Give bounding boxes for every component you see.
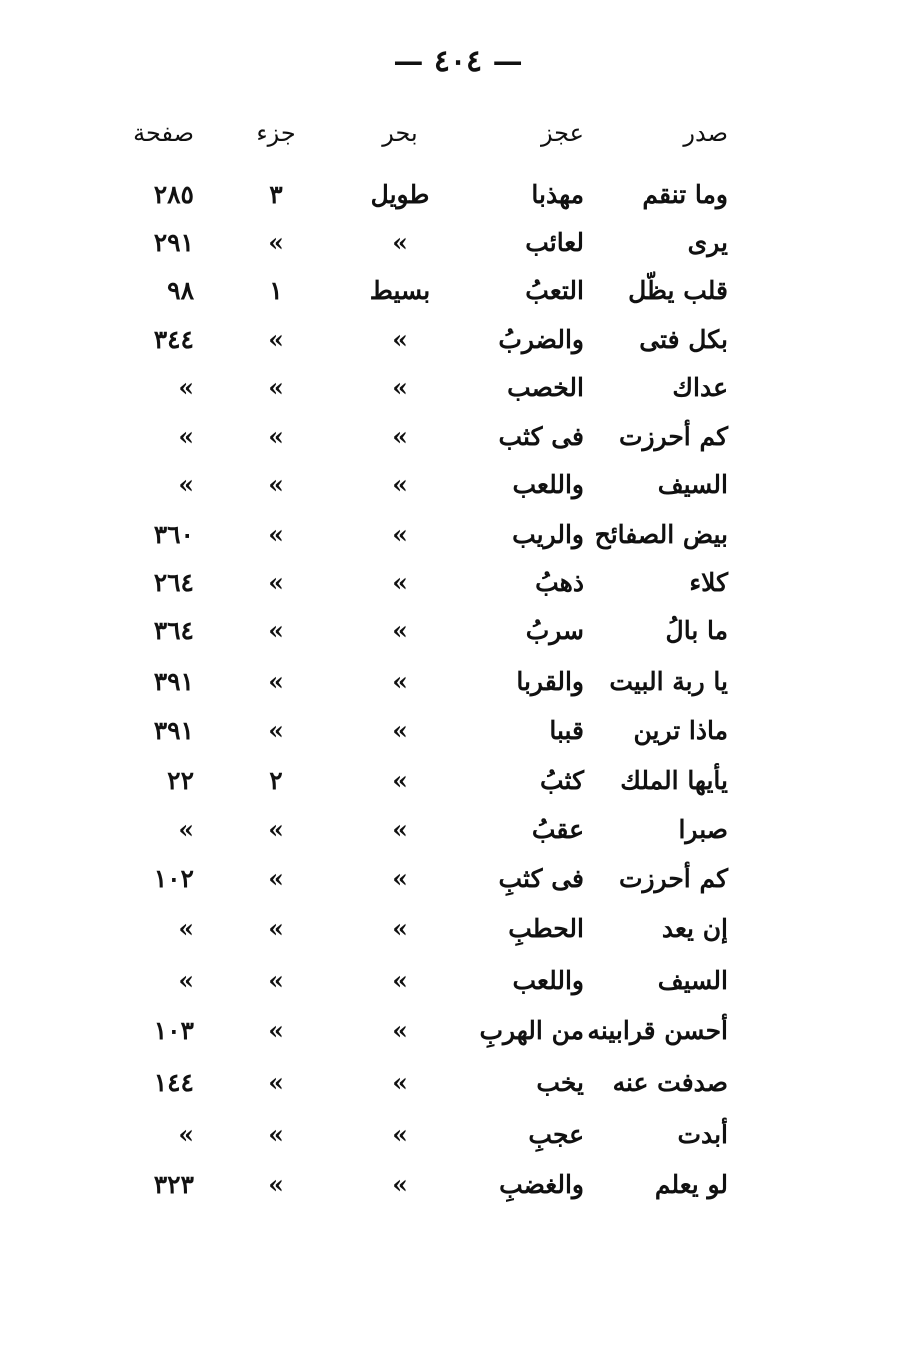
cell-juz: » (268, 1016, 284, 1045)
cell-bahr: » (392, 373, 408, 402)
cell-juz: » (268, 667, 284, 696)
cell-juz: » (268, 1068, 284, 1097)
cell-safha: ٣٦٤ (153, 616, 194, 645)
cell-safha: » (178, 966, 194, 995)
cell-bahr: » (392, 766, 408, 795)
cell-sadr: وما تنقم (642, 180, 728, 209)
cell-sadr: كم أحرزت (618, 864, 728, 893)
header-sadr: صدر (683, 119, 728, 147)
table-row (0, 716, 916, 756)
cell-safha: ٢٨٥ (153, 180, 194, 209)
table-row (0, 766, 916, 806)
cell-safha: » (178, 815, 194, 844)
cell-safha: ٢٦٤ (153, 568, 194, 597)
page-number: — ٤٠٤ — (393, 44, 523, 79)
table-row (0, 520, 916, 560)
cell-ajz: الحطبِ (508, 914, 584, 943)
cell-ajz: واللعب (512, 470, 584, 499)
cell-sadr: كم أحرزت (618, 422, 728, 451)
cell-juz: » (268, 1170, 284, 1199)
cell-bahr: » (392, 1016, 408, 1045)
cell-safha: ٣٢٣ (153, 1170, 194, 1199)
header-bahr: بحر (382, 119, 418, 147)
table-row (0, 815, 916, 855)
cell-sadr: السيف (657, 966, 728, 995)
cell-bahr: » (392, 815, 408, 844)
cell-safha: ٣٤٤ (153, 325, 194, 354)
cell-juz: » (268, 914, 284, 943)
cell-sadr: يرى (687, 228, 728, 257)
table-header-row (0, 118, 916, 158)
cell-safha: ٣٩١ (153, 716, 194, 745)
cell-juz: » (268, 228, 284, 257)
cell-ajz: والقربا (516, 667, 584, 696)
cell-ajz: فى كثبِ (498, 864, 584, 893)
table-row (0, 1120, 916, 1160)
cell-safha: ١٤٤ (153, 1068, 194, 1097)
table-row (0, 568, 916, 608)
cell-ajz: سربُ (525, 616, 584, 645)
cell-sadr: بيض الصفائح (594, 520, 728, 549)
cell-juz: » (268, 568, 284, 597)
cell-juz: » (268, 616, 284, 645)
cell-juz: » (268, 815, 284, 844)
cell-safha: » (178, 1120, 194, 1149)
cell-safha: ٢٢ (167, 766, 194, 795)
cell-juz: » (268, 325, 284, 354)
cell-sadr: ما بالُ (665, 616, 728, 645)
cell-ajz: والريب (512, 520, 584, 549)
cell-sadr: يأيها الملك (620, 766, 728, 795)
cell-safha: » (178, 373, 194, 402)
cell-safha: ١٠٢ (153, 864, 194, 893)
cell-safha: ١٠٣ (153, 1016, 194, 1045)
cell-sadr: يا ربة البيت (609, 667, 728, 696)
cell-bahr: » (392, 520, 408, 549)
table-row (0, 276, 916, 316)
cell-juz: ٣ (269, 180, 283, 209)
table-row (0, 667, 916, 707)
cell-safha: ٩٨ (167, 276, 194, 305)
cell-safha: » (178, 422, 194, 451)
cell-sadr: بكل فتى (639, 325, 728, 354)
cell-sadr: ماذا ترين (633, 716, 728, 745)
table-row (0, 470, 916, 510)
table-row (0, 373, 916, 413)
cell-juz: ٢ (269, 766, 283, 795)
cell-sadr: قلب يظّل (628, 276, 728, 305)
cell-juz: » (268, 864, 284, 893)
cell-safha: » (178, 914, 194, 943)
table-row (0, 1068, 916, 1108)
cell-safha: ٣٩١ (153, 667, 194, 696)
table-row (0, 1170, 916, 1210)
header-safha: صفحة (133, 119, 194, 147)
table-row (0, 325, 916, 365)
cell-juz: » (268, 470, 284, 499)
cell-sadr: كلاء (689, 568, 728, 597)
cell-ajz: واللعب (512, 966, 584, 995)
cell-ajz: الخصب (507, 373, 584, 402)
cell-ajz: من الهربِ (479, 1016, 584, 1045)
cell-safha: ٣٦٠ (153, 520, 194, 549)
cell-bahr: » (392, 914, 408, 943)
cell-juz: » (268, 520, 284, 549)
cell-bahr: » (392, 470, 408, 499)
cell-ajz: قببا (549, 716, 584, 745)
cell-bahr: بسيط (369, 276, 431, 305)
cell-safha: ٢٩١ (153, 228, 194, 257)
cell-bahr: » (392, 667, 408, 696)
cell-ajz: يخب (536, 1068, 584, 1097)
cell-bahr: طويل (370, 180, 430, 209)
cell-sadr: أحسن قرابينه (587, 1016, 728, 1045)
cell-sadr: عداك (672, 373, 728, 402)
cell-sadr: صبرا (678, 815, 728, 844)
cell-bahr: » (392, 325, 408, 354)
cell-ajz: فى كثب (498, 422, 584, 451)
cell-bahr: » (392, 422, 408, 451)
cell-juz: » (268, 422, 284, 451)
table-row (0, 966, 916, 1006)
header-juz: جزء (256, 119, 296, 147)
cell-ajz: كثبُ (540, 766, 584, 795)
cell-ajz: مهذبا (531, 180, 584, 209)
cell-juz: ١ (269, 276, 283, 305)
table-row (0, 616, 916, 656)
cell-ajz: عقبُ (531, 815, 584, 844)
cell-ajz: والضربُ (498, 325, 584, 354)
cell-sadr: لو يعلم (654, 1170, 728, 1199)
table-row (0, 228, 916, 268)
table-row (0, 1016, 916, 1056)
cell-juz: » (268, 373, 284, 402)
cell-sadr: إن يعد (661, 914, 728, 943)
cell-juz: » (268, 1120, 284, 1149)
cell-bahr: » (392, 616, 408, 645)
cell-bahr: » (392, 1170, 408, 1199)
cell-sadr: السيف (657, 470, 728, 499)
cell-sadr: صدفت عنه (612, 1068, 728, 1097)
cell-juz: » (268, 966, 284, 995)
cell-sadr: أبدت (677, 1120, 728, 1149)
cell-bahr: » (392, 228, 408, 257)
table-row (0, 864, 916, 904)
cell-safha: » (178, 470, 194, 499)
cell-ajz: عجبِ (528, 1120, 584, 1149)
cell-bahr: » (392, 966, 408, 995)
cell-bahr: » (392, 568, 408, 597)
cell-juz: » (268, 716, 284, 745)
cell-bahr: » (392, 864, 408, 893)
cell-bahr: » (392, 716, 408, 745)
table-row (0, 180, 916, 220)
header-ajz: عجز (540, 119, 584, 147)
cell-ajz: والغضبِ (499, 1170, 584, 1199)
table-row (0, 914, 916, 954)
cell-ajz: التعبُ (525, 276, 584, 305)
cell-ajz: لعائب (525, 228, 584, 257)
cell-ajz: ذهبُ (535, 568, 584, 597)
table-row (0, 422, 916, 462)
cell-bahr: » (392, 1068, 408, 1097)
cell-bahr: » (392, 1120, 408, 1149)
